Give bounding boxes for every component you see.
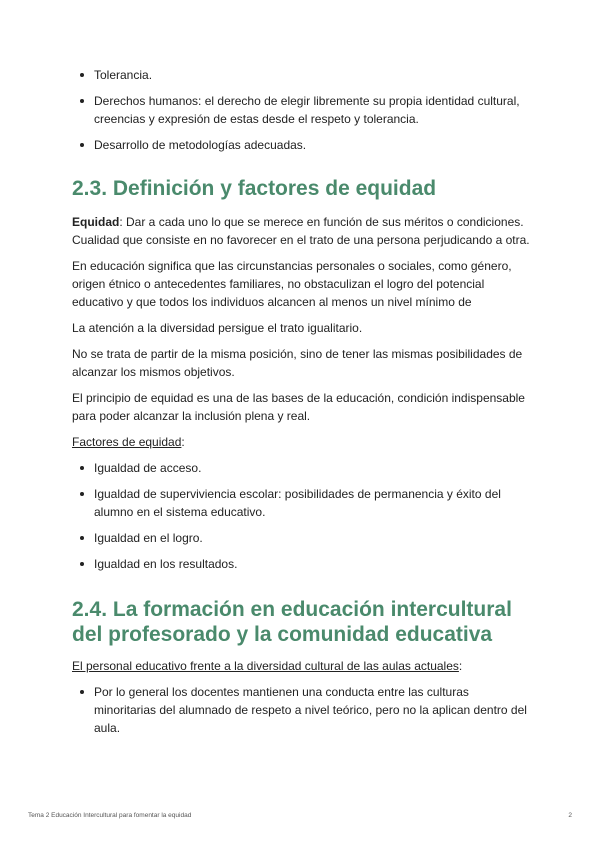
list-item: Igualdad en los resultados. bbox=[72, 555, 532, 573]
definition-term: Equidad bbox=[72, 215, 120, 229]
list-item: Desarrollo de metodologías adecuadas. bbox=[72, 136, 532, 154]
definition-text: : Dar a cada uno lo que se merece en función de sus méritos o condiciones. Cualidad que consiste en no favorecer en el trato de una persona perjudicando a otra. bbox=[72, 215, 530, 247]
list-item: Derechos humanos: el derecho de elegir libremente su propia identidad cultural, creencias y expresión de estas desde el respeto y tolerancia. bbox=[72, 92, 532, 128]
equity-definition bbox=[72, 213, 532, 249]
paragraph: La atención a la diversidad persigue el trato igualitario. bbox=[72, 321, 363, 335]
staff-label-text: El personal educativo frente a la diversidad cultural de las aulas actuales bbox=[72, 659, 459, 673]
page-number: 2 bbox=[568, 812, 572, 819]
staff-list bbox=[72, 683, 532, 737]
list-item: Igualdad de superviviencia escolar: posibilidades de permanencia y éxito del alumno en el sistema educativo. bbox=[72, 485, 532, 521]
paragraph: En educación significa que las circunstancias personales o sociales, como género, origen étnico o antecedentes familiares, no obstaculizan el logro del potencial educativo y que todos los individuos alcancen al menos un nivel mínimo de bbox=[72, 259, 512, 309]
staff-label-colon: : bbox=[458, 659, 463, 673]
page-footer bbox=[28, 812, 572, 819]
section-heading-2-4: 2.4. La formación en educación intercultural del profesorado y la comunidad educativa bbox=[72, 598, 512, 646]
list-item: Por lo general los docentes mantienen una conducta entre las culturas minoritarias del alumnado de respeto a nivel teórico, pero no la aplican dentro del aula. bbox=[72, 683, 532, 737]
staff-label bbox=[72, 657, 532, 675]
list-item: Tolerancia. bbox=[72, 66, 532, 84]
factors-label bbox=[72, 433, 532, 451]
page-content bbox=[72, 66, 532, 745]
paragraph: El principio de equidad es una de las bases de la educación, condición indispensable para poder alcanzar la inclusión plena y real. bbox=[72, 391, 525, 423]
section-heading-2-3: 2.3. Definición y factores de equidad bbox=[72, 177, 437, 200]
footer-title: Tema 2 Educación Intercultural para fomentar la equidad bbox=[28, 812, 192, 819]
paragraph: No se trata de partir de la misma posición, sino de tener las mismas posibilidades de alcanzar los mismos objetivos. bbox=[72, 347, 523, 379]
factors-label-text: Factores de equidad bbox=[72, 435, 182, 449]
top-bullet-list bbox=[72, 66, 532, 154]
list-item: Igualdad de acceso. bbox=[72, 459, 532, 477]
list-item: Igualdad en el logro. bbox=[72, 529, 532, 547]
factors-list bbox=[72, 459, 532, 573]
factors-label-colon: : bbox=[181, 435, 185, 449]
